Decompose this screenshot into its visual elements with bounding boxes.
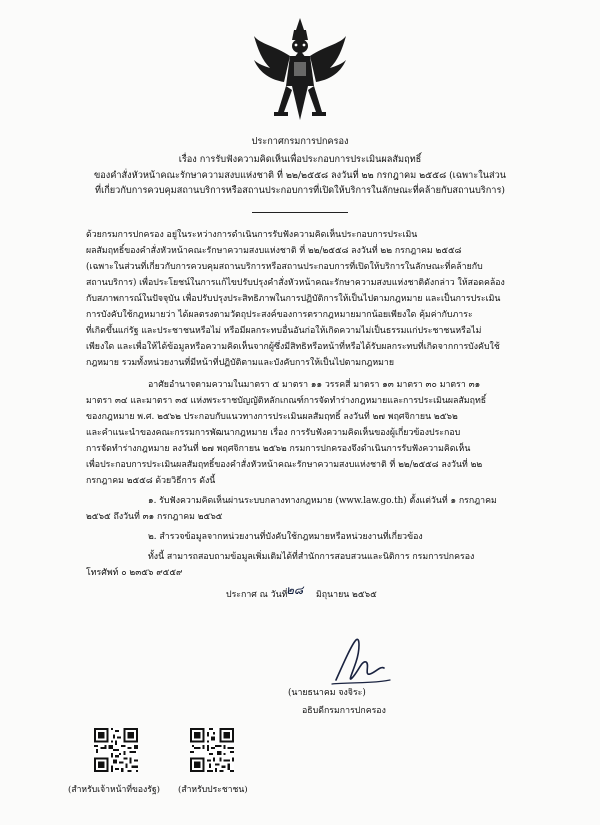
subject-continuation-2: ที่เกี่ยวกับการควบคุมสถานบริการหรือสถานประกอบการที่เปิดให้บริการในลักษณะที่คล้ายกับสถานบริการ) (95, 185, 505, 196)
garuda-emblem-icon (250, 16, 350, 128)
signatory-title: อธิบดีกรมการปกครอง (302, 706, 386, 716)
paragraph-1-line-3: สถานบริการ) เพื่อประโยชน์ในการแก้ไขปรับปรุงคำสั่งหัวหน้าคณะรักษาความสงบแห่งชาติดังกล่าว ให้สอดคล้อง (86, 278, 505, 288)
paragraph-1-line-0: ด้วยกรมการปกครอง อยู่ในระหว่างการดำเนินการรับฟังความคิดเห็นประกอบการประเมิน (86, 230, 418, 240)
subject-line: เรื่อง การรับฟังความคิดเห็นเพื่อประกอบการประเมินผลสัมฤทธิ์ (178, 154, 422, 165)
method-2: ๒. สำรวจข้อมูลจากหน่วยงานที่บังคับใช้กฎหมายหรือหน่วยงานที่เกี่ยวข้อง (148, 532, 423, 542)
paragraph-2-line-0: อาศัยอำนาจตามความในมาตรา ๕ มาตรา ๑๑ วรรคสี่ มาตรา ๑๓ มาตรา ๓๐ มาตรา ๓๑ (148, 380, 481, 390)
contact-phone: โทรศัพท์ ๐ ๒๓๕๖ ๙๕๕๙ (86, 568, 183, 578)
method-1-line-1: ๑. รับฟังความคิดเห็นผ่านระบบกลางทางกฎหมาย (www.law.go.th) ตั้งแต่วันที่ ๑ กรกฎาคม (148, 496, 497, 506)
paragraph-1-line-1: ผลสัมฤทธิ์ของคำสั่งหัวหน้าคณะรักษาความสงบแห่งชาติ ที่ ๒๒/๒๕๕๘ ลงวันที่ ๒๒ กรกฎาคม ๒๕๕๘ (86, 246, 462, 256)
paragraph-2-line-5: เพื่อประกอบการประเมินผลสัมฤทธิ์ของคำสั่งหัวหน้าคณะรักษาความสงบแห่งชาติ ที่ ๒๒/๒๕๕๘ ลงวันที่ ๒๒ (86, 460, 483, 470)
signature-icon (326, 632, 396, 692)
method-1-line-2: ๒๕๖๕ ถึงวันที่ ๓๑ กรกฎาคม ๒๕๖๕ (86, 512, 223, 522)
paragraph-1-line-2: (เฉพาะในส่วนที่เกี่ยวกับการควบคุมสถานบริการหรือสถานประกอบการที่เปิดให้บริการในลักษณะที่คล้ายกับ (86, 262, 483, 272)
paragraph-2-line-3: และคำแนะนำของคณะกรรมการพัฒนากฎหมาย เรื่อง การรับฟังความคิดเห็นของผู้เกี่ยวข้องประกอบ (86, 428, 461, 438)
contact-line-1: ทั้งนี้ สามารถสอบถามข้อมูลเพิ่มเติมได้ที่สำนักการสอบสวนและนิติการ กรมการปกครอง (148, 552, 475, 562)
paragraph-1-line-7: เพียงใด และเพื่อให้ได้ข้อมูลหรือความคิดเห็นจากผู้ซึ่งมีสิทธิหรือหน้าที่หรือได้รับผลกระทบที่เกิดจากการบังคับใช้ (86, 342, 500, 352)
qr-code-public-icon (190, 728, 234, 772)
qr-caption-officials: (สำหรับเจ้าหน้าที่ของรัฐ) (68, 785, 160, 795)
paragraph-2-line-2: ของกฎหมาย พ.ศ. ๒๕๖๒ ประกอบกับแนวทางการประเมินผลสัมฤทธิ์ ลงวันที่ ๒๗ พฤศจิกายน ๒๕๖๒ (86, 412, 458, 422)
paragraph-2-line-4: การจัดทำร่างกฎหมาย ลงวันที่ ๒๗ พฤศจิกายน ๒๕๖๒ กรมการปกครองจึงดำเนินการรับฟังความคิดเห็น (86, 444, 471, 454)
announce-day-handwritten: ๒๘ (286, 583, 304, 597)
qr-code-officials-icon (94, 728, 138, 772)
paragraph-1-line-4: กับสภาพการณ์ในปัจจุบัน เพื่อปรับปรุงประสิทธิภาพในการปฏิบัติการให้เป็นไปตามกฎหมาย และเป็นการประเมิน (86, 294, 501, 304)
agency-title: ประกาศกรมการปกครอง (251, 136, 349, 147)
paragraph-2-line-6: กรกฎาคม ๒๕๕๘ ด้วยวิธีการ ดังนี้ (86, 476, 216, 486)
paragraph-1-line-5: การบังคับใช้กฎหมายว่า ได้ผลตรงตามวัตถุประสงค์ของการตรากฎหมายมากน้อยเพียงใด คุ้มค่ากับภาระ (86, 310, 473, 320)
divider (252, 212, 348, 213)
qr-caption-public: (สำหรับประชาชน) (178, 785, 248, 795)
signatory-name: (นายธนาคม จงจิระ) (288, 688, 366, 698)
paragraph-2-line-1: มาตรา ๓๔ และมาตรา ๓๕ แห่งพระราชบัญญัติหลักเกณฑ์การจัดทำร่างกฎหมายและการประเมินผลสัมฤทธิ์ (86, 396, 487, 406)
announce-prefix: ประกาศ ณ วันที่ (226, 590, 288, 600)
subject-continuation-1: ของคำสั่งหัวหน้าคณะรักษาความสงบแห่งชาติ ที่ ๒๒/๒๕๕๘ ลงวันที่ ๒๒ กรกฎาคม ๒๕๕๘ (เฉพาะในส่วน (93, 170, 507, 181)
announce-month-year: มิถุนายน ๒๕๖๕ (316, 590, 377, 600)
paragraph-1-line-8: กฎหมาย รวมทั้งหน่วยงานที่มีหน้าที่ปฏิบัติตามและบังคับการให้เป็นไปตามกฎหมาย (86, 358, 395, 368)
paragraph-1-line-6: ที่เกิดขึ้นแก่รัฐ และประชาชนหรือไม่ หรือมีผลกระทบอื่นอันก่อให้เกิดความไม่เป็นธรรมแก่ประชาชนหรือไม่ (86, 326, 482, 336)
